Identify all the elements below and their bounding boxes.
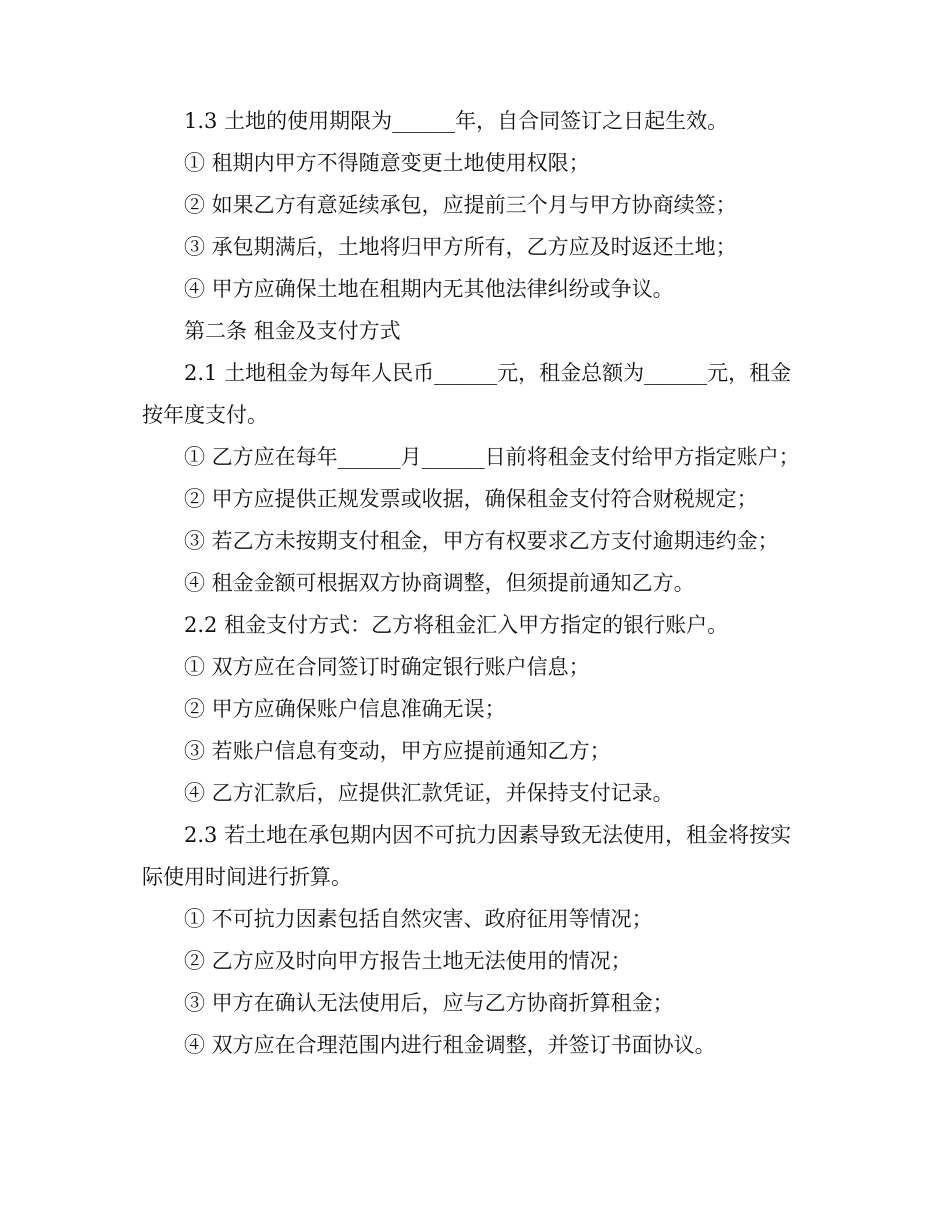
document-body [142,100,802,1066]
clause-2-3-item-1: ① 不可抗力因素包括自然灾害、政府征用等情况； [184,907,653,931]
clause-2-3-item-2: ② 乙方应及时向甲方报告土地无法使用的情况； [184,949,632,973]
clause-2-3-item-3: ③ 甲方在确认无法使用后，应与乙方协商折算租金； [184,991,674,1015]
clause-1-3-item-3: ③ 承包期满后，土地将归甲方所有，乙方应及时返还土地； [184,235,737,259]
article-2-heading: 第二条 租金及支付方式 [184,319,401,343]
clause-2-2-item-1: ① 双方应在合同签订时确定银行账户信息； [184,655,590,679]
clause-2-1-item-2: ② 甲方应提供正规发票或收据，确保租金支付符合财税规定； [184,487,758,511]
clause-1-3-item-4: ④ 甲方应确保土地在租期内无其他法律纠纷或争议。 [184,277,674,301]
clause-1-3-item-1: ① 租期内甲方不得随意变更土地使用权限； [184,151,590,175]
clause-1-3: 1.3 土地的使用期限为______年，自合同签订之日起生效。 [184,109,729,133]
clause-2-1: 2.1 土地租金为每年人民币______元，租金总额为______元，租金按年度支付。 [142,361,792,427]
clause-1-3-item-2: ② 如果乙方有意延续承包，应提前三个月与甲方协商续签； [184,193,737,217]
clause-2-2-item-4: ④ 乙方汇款后，应提供汇款凭证，并保持支付记录。 [184,781,674,805]
clause-2-2-item-2: ② 甲方应确保账户信息准确无误； [184,697,506,721]
clause-2-2: 2.2 租金支付方式：乙方将租金汇入甲方指定的银行账户。 [184,613,729,637]
clause-2-1-item-4: ④ 租金金额可根据双方协商调整，但须提前通知乙方。 [184,571,695,595]
clause-2-1-item-1: ① 乙方应在每年______月______日前将租金支付给甲方指定账户； [184,445,800,469]
clause-2-2-item-3: ③ 若账户信息有变动，甲方应提前通知乙方； [184,739,611,763]
clause-2-3-item-4: ④ 双方应在合理范围内进行租金调整，并签订书面协议。 [184,1033,716,1057]
clause-2-1-item-3: ③ 若乙方未按期支付租金，甲方有权要求乙方支付逾期违约金； [184,529,779,553]
clause-2-3: 2.3 若土地在承包期内因不可抗力因素导致无法使用，租金将按实际使用时间进行折算。 [142,823,792,889]
